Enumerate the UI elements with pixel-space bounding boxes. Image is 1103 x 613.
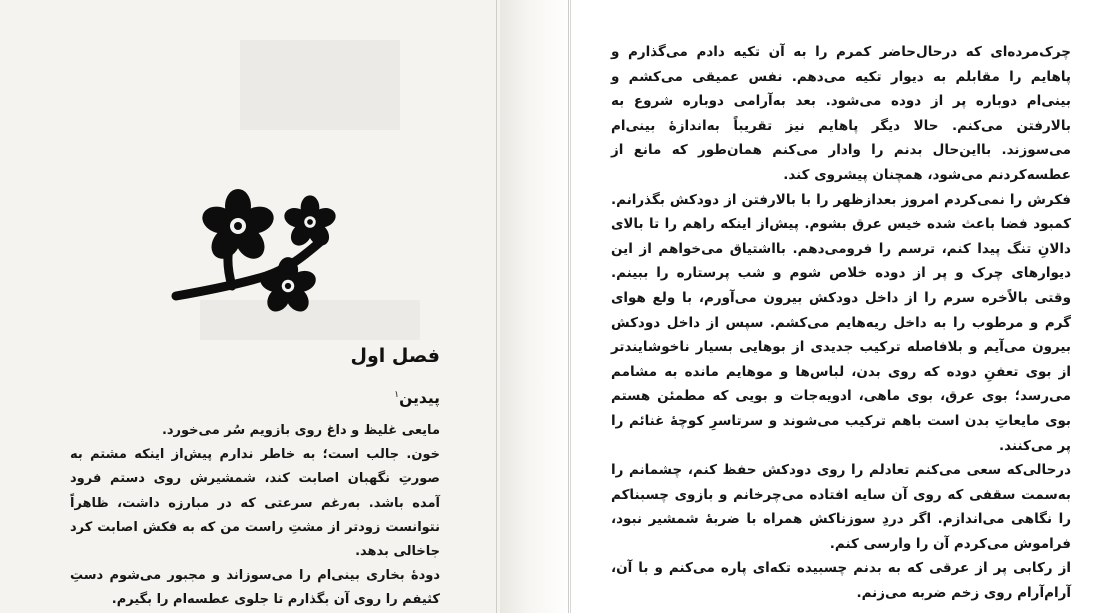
left-page-body <box>70 419 440 613</box>
flower-ornament-icon <box>170 188 350 328</box>
bleed-through-shadow <box>240 40 400 130</box>
paragraph: دودهٔ بخاری بینی‌ام را می‌سوزاند و مجبور می‌شوم دستِ کثیفم را روی آن بگذارم تا جلوی عطسه‌ام را بگیرم. <box>70 568 440 608</box>
chapter-title: فصل اول <box>350 345 440 367</box>
section-title-text: پیدین <box>399 389 440 407</box>
paragraph: از رکابی پر از عرقی که به بدنم چسبیده تکه‌ای پاره می‌کنم و با آن، آرام‌آرام روی زخم ضربه می‌زنم. <box>611 560 1071 602</box>
page-edge <box>496 0 497 613</box>
right-page <box>570 0 1103 613</box>
right-page-body <box>611 40 1071 606</box>
footnote-marker: ۱ <box>394 389 400 400</box>
paragraph: مایعی غلیظ و داغ روی بازویم سُر می‌خورد. <box>161 423 440 438</box>
paragraph: چرک‌مرده‌ای که درحال‌حاضر کمرم را به آن تکیه دادم می‌گذارم و پاهایم را مقابلم به دیوار تکیه می‌دهم. نفس عمیقی می‌کشم و بینی‌ام دوباره پر از دوده می‌شود. بعد به‌آرامی دوباره شروع به بالارفتن می‌کنم. حالا دیگر پاهایم نیز تقریباً به‌اندازهٔ بینی‌ام می‌سوزند. بااین‌حال بدنم را وادار می‌کنم همان‌طور که مانع از عطسه‌کردنم می‌شود، همچنان پیشروی کند. <box>611 44 1071 183</box>
paragraph: فکرش را نمی‌کردم امروز بعدازظهر را با بالارفتن از دودکش بگذرانم. کمبود فضا باعث شده خیس عرق بشوم. پیش‌از اینکه راهم را تا بالای دالانِ تنگ پیدا کنم، ترسم را فرومی‌دهم. بااشتیاق می‌خواهم از این دیوارهای چرک و پر از دوده خلاص شوم و شب پرستاره را ببینم. وقتی بالاًخره سرم را از داخل دودکش بیرون می‌آورم، با ولع هوای گرم و مرطوب را به داخل ریه‌هایم می‌کشم. سپس از داخل دودکش بیرون می‌آیم و بلافاصله ترکیب جدیدی از بوهایی بسیار ناخوشایندتر از بوی تعفنِ دوده که روی بدن، لباس‌ها و موهایم مانده به مشامم می‌رسد؛ بوی عرق، بوی ماهی، ادویه‌جات و بویی که مطمئن هستم بوی مایعاتِ بدن است باهم ترکیب می‌شوند و سرتاسرِ کوچهٔ غنائم را پر می‌کنند. <box>611 191 1071 454</box>
left-page <box>0 0 500 613</box>
section-title <box>394 389 440 407</box>
paragraph: خون. جالب است؛ به خاطر ندارم پیش‌از اینکه مشتم به صورتِ نگهبان اصابت کند، شمشیرش روی دستم فرود آمده باشد. به‌رغم سرعتی که در مبارزه داشت، ظاهراً نتوانست زودتر از مشتِ راست من که به فکش اصابت کرد جاخالی بدهد. <box>70 447 440 560</box>
page-edge <box>568 0 569 613</box>
paragraph: درحالی‌که سعی می‌کنم تعادلم را روی دودکش حفظ کنم، چشمانم را به‌سمت سقفی که روی آن سایه افتاده می‌چرخانم و بازوی چسبناکم را نگاهی می‌اندازم. اگر دردِ سوزناکش همراه با ضربهٔ شمشیر نبود، فراموش می‌کردم آن را وارسی کنم. <box>611 462 1071 552</box>
book-spine <box>500 0 570 613</box>
